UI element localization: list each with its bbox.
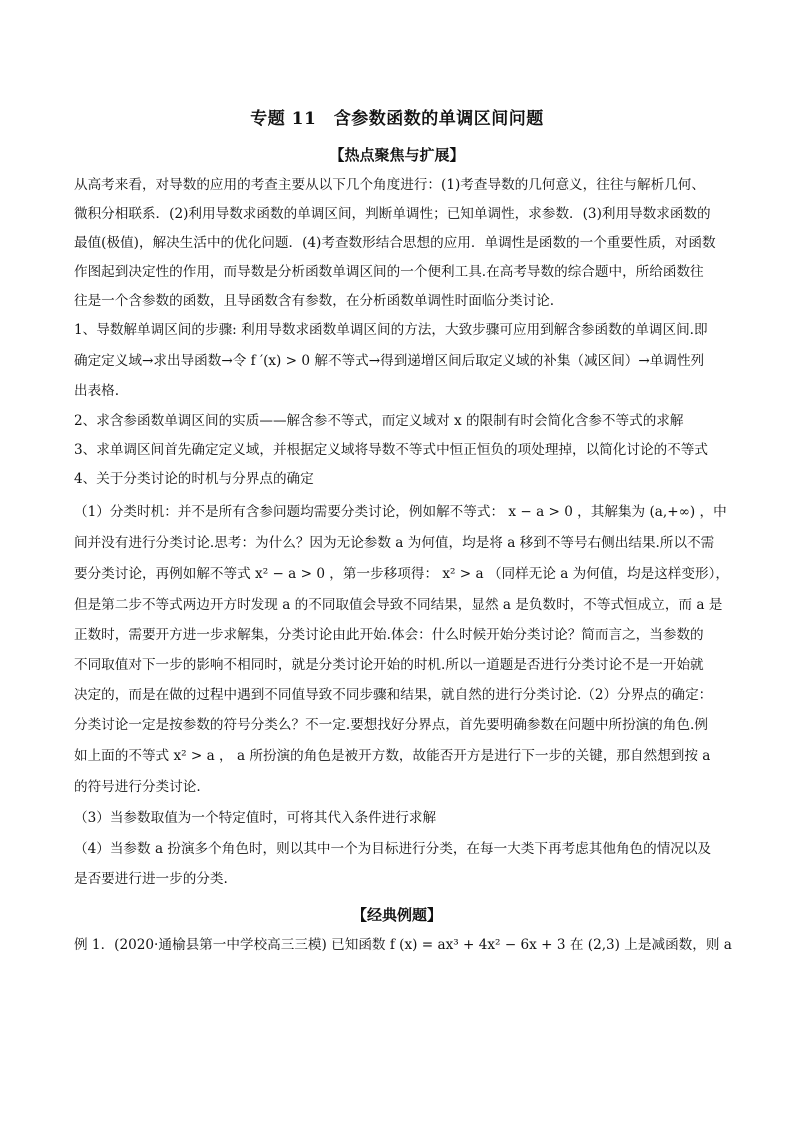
paragraph-line: 往是一个含参数的函数，且导函数含有参数，在分析函数单调性时面临分类讨论. (74, 293, 555, 309)
paragraph-line: 2、求含参函数单调区间的实质——解含参不等式，而定义域对 x 的限制有时会简化含参不等式的求解 (74, 413, 684, 429)
section-heading-examples: 【经典例题】 (351, 906, 442, 924)
paragraph-line: （4）当参数 a 扮演多个角色时，则以其中一个为目标进行分类，在每一大类下再考虑其他角色的情况以及 (74, 841, 712, 857)
paragraph-line: 正数时，需要开方进一步求解集，分类讨论由此开始.体会：什么时候开始分类讨论？简而言之，当参数的 (74, 627, 704, 643)
paragraph-line: 但是第二步不等式两边开方时发现 a 的不同取值会导致不同结果，显然 a 是负数时，不等式恒成立，而 a 是 (74, 597, 723, 613)
paragraph-line: 最值(极值)，解决生活中的优化问题．(4)考查数形结合思想的应用．单调性是函数的一个重要性质，对函数 (74, 235, 716, 251)
paragraph-line: 要分类讨论，再例如解不等式 x² − a > 0 ，第一步移项得： x² > a （同样无论 a 为何值，均是这样变形）， (74, 566, 729, 582)
paragraph-line: 从高考来看，对导数的应用的考查主要从以下几个角度进行：(1)考查导数的几何意义，往往与解析几何、 (74, 177, 705, 193)
section-heading-hotspot: 【热点聚焦与扩展】 (329, 146, 465, 164)
paragraph-line: 间并没有进行分类讨论.思考：为什么？因为无论参数 a 为何值，均是将 a 移到不等号右侧出结果.所以不需 (74, 535, 715, 551)
paragraph-line: 不同取值对下一步的影响不相同时，就是分类讨论开始的时机.所以一道题是否进行分类讨论不是一开始就 (74, 657, 704, 673)
paragraph-line: 作图起到决定性的作用，而导数是分析函数单调区间的一个便利工具.在高考导数的综合题中，所给函数往 (74, 264, 704, 280)
page-title: 专题 11 含参数函数的单调区间问题 (250, 109, 544, 129)
paragraph-line: 出表格. (74, 383, 120, 399)
paragraph-line: 确定定义域→求出导函数→令 f ′(x) > 0 解不等式→得到递增区间后取定义域的补集（减区间）→单调性列 (74, 353, 705, 369)
paragraph-line: （3）当参数取值为一个特定值时，可将其代入条件进行求解 (74, 810, 437, 826)
paragraph-line: 1、导数解单调区间的步骤: 利用导数求函数单调区间的方法，大致步骤可应用到解含参函数的单调区间.即 (74, 322, 708, 338)
paragraph-line: 分类讨论一定是按参数的符号分类么？不一定.要想找好分界点，首先要明确参数在问题中所扮演的角色.例 (74, 717, 708, 733)
paragraph-line: 的符号进行分类讨论. (74, 779, 201, 795)
paragraph-line: 4、关于分类讨论的时机与分界点的确定 (74, 471, 314, 487)
paragraph-line: 3、求单调区间首先确定定义域，并根据定义域将导数不等式中恒正恒负的项处理掉，以简化讨论的不等式 (74, 442, 708, 458)
paragraph-line: （1）分类时机：并不是所有含参问题均需要分类讨论，例如解不等式： x − a > 0 ，其解集为 (a,+∞) ，中 (74, 504, 727, 520)
paragraph-line: 微积分相联系．(2)利用导数求函数的单调区间，判断单调性；已知单调性，求参数．(3)利用导数求函数的 (74, 206, 711, 222)
paragraph-line: 决定的，而是在做的过程中遇到不同值导致不同步骤和结果，就自然的进行分类讨论.（2）分界点的确定： (74, 687, 713, 703)
paragraph-line: 如上面的不等式 x² > a ， a 所扮演的角色是被开方数，故能否开方是进行下一步的关键，那自然想到按 a (74, 748, 711, 764)
example-1-text: 例 1．(2020·通榆县第一中学校高三三模) 已知函数 f (x) = ax³ + 4x² − 6x + 3 在 (2,3) 上是减函数，则 a (74, 937, 732, 953)
paragraph-line: 是否要进行进一步的分类. (74, 871, 228, 887)
